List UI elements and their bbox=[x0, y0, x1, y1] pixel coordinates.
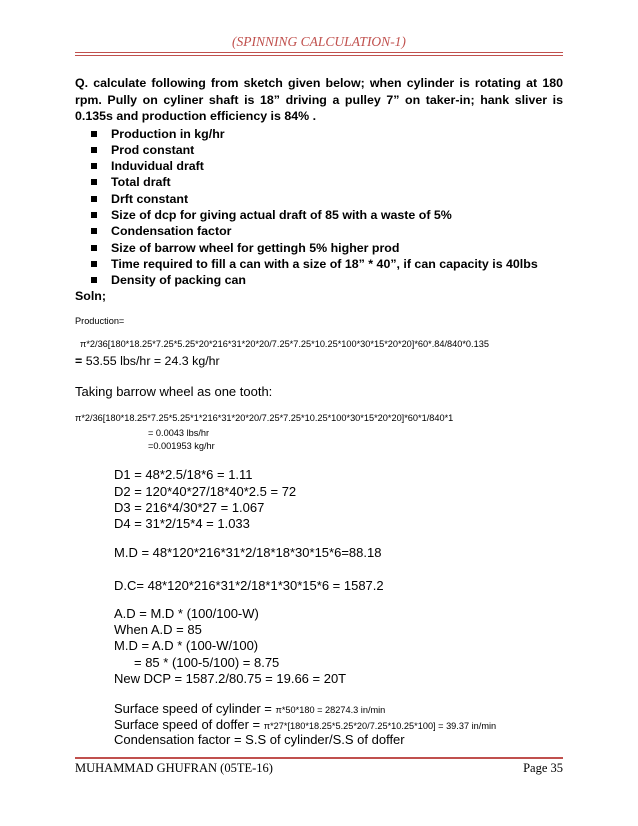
barrow-intro: Taking barrow wheel as one tooth: bbox=[75, 384, 273, 399]
list-item-text: Density of packing can bbox=[111, 273, 246, 288]
bullet-square-icon bbox=[91, 277, 97, 283]
barrow-result-kg: =0.001953 kg/hr bbox=[148, 441, 215, 451]
production-result-value: 53.55 lbs/hr = 24.3 kg/hr bbox=[82, 354, 220, 368]
list-item-text: Time required to fill a can with a size of 18” * 40”, if can capacity is 40lbs bbox=[111, 256, 538, 271]
list-item bbox=[75, 272, 563, 288]
list-item bbox=[75, 256, 563, 272]
mechanical-draft-value: = 85 * (100-5/100) = 8.75 bbox=[134, 655, 280, 670]
list-item-text: Size of barrow wheel for gettingh 5% higher prod bbox=[111, 240, 400, 255]
page-header-title: (SPINNING CALCULATION-1) bbox=[232, 34, 406, 49]
cylinder-surface-speed-value: π*50*180 = 28274.3 in/min bbox=[275, 705, 386, 715]
list-item bbox=[75, 240, 563, 256]
bullet-square-icon bbox=[91, 131, 97, 137]
bullet-square-icon bbox=[91, 147, 97, 153]
task-list bbox=[75, 126, 563, 289]
footer-page-number: Page 35 bbox=[523, 761, 563, 775]
production-formula: π*2/36[180*18.25*7.25*5.25*20*216*31*20*20/7.25*7.25*10.25*100*30*15*20*20]*60*.84/840*0.135 bbox=[80, 339, 489, 349]
list-item-text: Total draft bbox=[111, 175, 171, 190]
bullet-square-icon bbox=[91, 212, 97, 218]
production-result bbox=[75, 354, 220, 368]
bullet-square-icon bbox=[91, 163, 97, 169]
draft-d2: D2 = 120*40*27/18*40*2.5 = 72 bbox=[114, 484, 297, 499]
bullet-square-icon bbox=[91, 196, 97, 202]
draft-constant: D.C= 48*120*216*31*2/18*1*30*15*6 = 1587.2 bbox=[114, 578, 384, 593]
draft-d1: D1 = 48*2.5/18*6 = 1.11 bbox=[114, 467, 253, 482]
solution-label: Soln; bbox=[75, 289, 106, 304]
mechanical-draft-formula: M.D = A.D * (100-W/100) bbox=[114, 638, 259, 653]
bullet-square-icon bbox=[91, 228, 97, 234]
list-item bbox=[75, 142, 563, 158]
doffer-surface-speed-value: π*27*[180*18.25*5.25*20/7.25*10.25*100] = 39.37 in/min bbox=[263, 721, 497, 731]
bullet-square-icon bbox=[91, 245, 97, 251]
list-item bbox=[75, 158, 563, 174]
list-item-text: Condensation factor bbox=[111, 224, 232, 239]
header-rule bbox=[75, 52, 563, 53]
list-item bbox=[75, 191, 563, 207]
production-label: Production= bbox=[75, 316, 125, 326]
footer-rule bbox=[75, 757, 563, 759]
mechanical-draft: M.D = 48*120*216*31*2/18*18*30*15*6=88.18 bbox=[114, 545, 382, 560]
list-item bbox=[75, 223, 563, 239]
question-block bbox=[75, 75, 563, 303]
draft-d4: D4 = 31*2/15*4 = 1.033 bbox=[114, 516, 250, 531]
condensation-factor: Condensation factor = S.S of cylinder/S.S of doffer bbox=[114, 732, 405, 747]
bullet-square-icon bbox=[91, 261, 97, 267]
list-item-text: Drft constant bbox=[111, 191, 189, 206]
barrow-formula: π*2/36[180*18.25*7.25*5.25*1*216*31*20*20/7.25*7.25*10.25*100*30*15*20*20]*60*1/840*1 bbox=[75, 413, 454, 423]
draft-d3: D3 = 216*4/30*27 = 1.067 bbox=[114, 500, 265, 515]
list-item-text: Production in kg/hr bbox=[111, 126, 225, 141]
new-dcp: New DCP = 1587.2/80.75 = 19.66 = 20T bbox=[114, 671, 347, 686]
bullet-square-icon bbox=[91, 179, 97, 185]
header-rule-thin bbox=[75, 55, 563, 56]
list-item-text: Prod constant bbox=[111, 142, 195, 157]
list-item bbox=[75, 174, 563, 190]
list-item-text: Induvidual draft bbox=[111, 159, 204, 174]
footer-author: MUHAMMAD GHUFRAN (05TE-16) bbox=[75, 761, 273, 775]
list-item-text: Size of dcp for giving actual draft of 85 with a waste of 5% bbox=[111, 207, 452, 222]
barrow-result-lbs: = 0.0043 lbs/hr bbox=[148, 428, 210, 438]
doffer-surface-speed-label: Surface speed of doffer = bbox=[114, 717, 264, 732]
list-item bbox=[75, 207, 563, 223]
actual-draft-given: When A.D = 85 bbox=[114, 622, 202, 637]
list-item bbox=[75, 126, 563, 142]
cylinder-surface-speed-label: Surface speed of cylinder = bbox=[114, 701, 276, 716]
equals-sign: = bbox=[75, 354, 83, 368]
actual-draft-formula: A.D = M.D * (100/100-W) bbox=[114, 606, 259, 621]
question-text: Q. calculate following from sketch given below; when cylinder is rotating at 180 rpm. Pully on cyliner shaft is 18” driving a pulley 7” on taker-in; hank sliver is 0.135s and production efficiency is 84% . bbox=[75, 76, 563, 123]
